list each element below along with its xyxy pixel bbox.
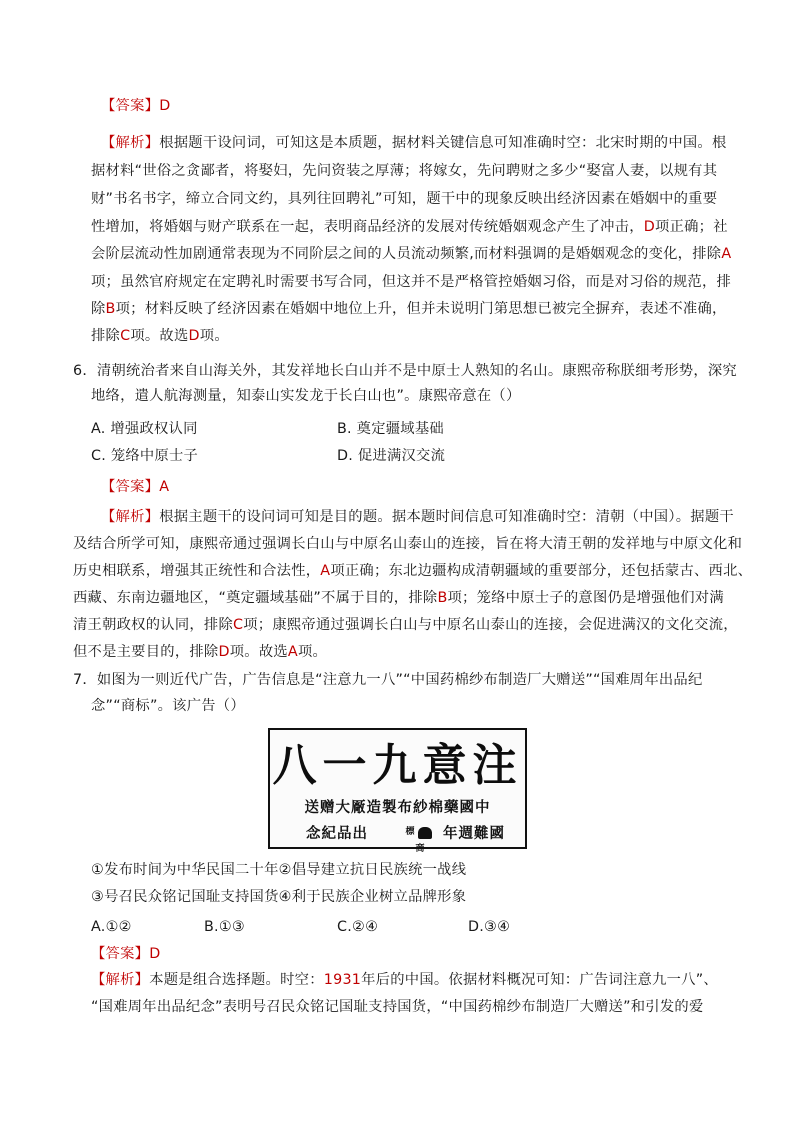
explanation-6-line-2: 及结合所学可知，康熙帝通过强调长白山与中原名山泰山的连接，旨在将大清王朝的发祥地与中原文化和	[73, 536, 743, 552]
explanation-text: 性增加，将婚姻与财产联系在一起，表明商品经济的发展对传统婚姻观念产生了冲击，	[91, 219, 644, 235]
answer-value: A	[159, 479, 170, 495]
explanation-label: 【解析】	[91, 972, 150, 988]
ad-title: 八一九意注	[272, 740, 523, 791]
option-ref: A	[320, 563, 331, 579]
ad-bottom-left: 念紀品出	[306, 825, 368, 842]
option-6a[interactable]: A. 增强政权认同	[91, 421, 198, 437]
explanation-text: 项；笼络中原士子的意图仍是增强他们对满	[447, 590, 724, 606]
option-6d[interactable]: D. 促进满汉交流	[337, 448, 446, 464]
option-ref: B	[105, 301, 116, 317]
explanation-text: 排除	[91, 328, 121, 344]
option-6b[interactable]: B. 奠定疆域基础	[337, 421, 444, 437]
question-6-line-2: 地络，遣人航海测量，知泰山实发龙于长白山也”。康熙帝意在（）	[91, 388, 521, 404]
explanation-5-line-4	[91, 217, 728, 237]
question-number: 7．	[73, 672, 97, 688]
option-7b[interactable]: B.①③	[204, 919, 245, 935]
explanation-5-line-8	[91, 326, 229, 346]
option-7c[interactable]: C.②④	[337, 919, 379, 935]
option-ref: D	[188, 328, 200, 344]
explanation-7-line-1	[91, 970, 718, 990]
option-7a[interactable]: A.①②	[91, 919, 132, 935]
explanation-7-line-2: “国难周年出品纪念”表明号召民众铭记国耻支持国货，“中国药棉纱布制造厂大赠送”和引发的爱	[91, 999, 704, 1015]
explanation-5-line-3: 财”书名书字，缔立合同文约，具列往回聘礼”可知，题干中的现象反映出经济因素在婚姻中的重要	[91, 191, 718, 207]
explanation-text: 项；材料反映了经济因素在婚姻中地位上升，但并未说明门第思想已被完全摒弃，表述不准确，	[115, 301, 727, 317]
explanation-6-line-4	[73, 588, 724, 608]
answer-5	[101, 96, 170, 116]
explanation-6-line-1	[101, 507, 734, 527]
explanation-6-line-3	[73, 561, 752, 581]
explanation-6-line-5	[73, 615, 738, 635]
explanation-text: 历史相联系，增强其正统性和合法性，	[73, 563, 321, 579]
answer-label: 【答案】	[101, 479, 160, 495]
trademark-left: 標	[405, 827, 415, 837]
explanation-5-line-7	[91, 299, 727, 319]
answer-label: 【答案】	[101, 98, 160, 114]
trademark-right: 商	[415, 844, 425, 854]
option-ref: A	[721, 246, 732, 262]
question-7-line-2: 念”“商标”。该广告（）	[91, 698, 245, 714]
explanation-5-line-1	[101, 133, 727, 153]
explanation-5-line-6: 项；虽然官府规定在定聘礼时需要书写合同，但这并不是严格管控婚姻习俗，而是对习俗的规范，排	[91, 274, 732, 290]
explanation-text: 年后的中国。依据材料概况可知：广告词注意九一八”、	[361, 972, 718, 988]
explanation-6-line-6	[73, 642, 327, 662]
explanation-text: 项。	[297, 644, 328, 660]
explanation-text: 但不是主要目的，排除	[73, 644, 219, 660]
explanation-text: 本题是组合选择题。时空：	[149, 972, 324, 988]
answer-value: D	[159, 98, 171, 114]
year-ref: 1931	[323, 972, 362, 988]
option-ref: C	[120, 328, 131, 344]
option-ref: D	[218, 644, 230, 660]
explanation-text: 清王朝政权的认同，排除	[73, 617, 234, 633]
explanation-text: 项；康熙帝通过强调长白山与中原名山泰山的连接，会促进满汉的文化交流，	[243, 617, 738, 633]
answer-6	[101, 477, 169, 497]
explanation-text: 项。故选	[229, 644, 288, 660]
explanation-text: 根据主题干的设问词可知是目的题。据本题时间信息可知准确时空：清朝（中国）。据题干	[159, 509, 734, 525]
option-ref: B	[437, 590, 448, 606]
trademark-logo	[401, 824, 439, 854]
explanation-text: 项正确；社	[655, 219, 728, 235]
question-text: 清朝统治者来自山海关外，其发祥地长白山并不是中原士人熟知的名山。康熙帝称朕细考形势，深究	[96, 363, 737, 379]
option-6c[interactable]: C. 笼络中原士子	[91, 448, 199, 464]
option-ref: D	[643, 219, 656, 235]
explanation-text: 项。	[199, 328, 229, 344]
explanation-5-line-5	[91, 244, 731, 264]
explanation-text: 项正确；东北边疆构成清朝疆域的重要部分，还包括蒙古、西北、	[330, 563, 753, 579]
question-7-line-1	[73, 670, 703, 690]
ad-subtitle: 送赠大厰造製布紗棉藥國中	[304, 799, 491, 816]
explanation-text: 项。故选	[130, 328, 189, 344]
statement-1-2: ①发布时间为中华民国二十年②倡导建立抗日民族统一战线	[91, 862, 467, 878]
ad-bottom-row	[270, 822, 525, 854]
answer-7	[91, 944, 160, 964]
explanation-text: 西藏、东南边疆地区，“奠定疆域基础”不属于目的，排除	[73, 590, 438, 606]
question-number: 6．	[73, 363, 97, 379]
explanation-label: 【解析】	[101, 509, 160, 525]
answer-value: D	[149, 946, 161, 962]
answer-label: 【答案】	[91, 946, 150, 962]
option-ref: C	[233, 617, 244, 633]
option-ref: A	[287, 644, 298, 660]
explanation-text: 除	[91, 301, 106, 317]
question-6-line-1	[73, 361, 737, 381]
advertisement-image	[268, 728, 527, 854]
heart-icon	[418, 827, 432, 839]
question-text: 如图为一则近代广告，广告信息是“注意九一八”“中国药棉纱布制造厂大赠送”“国难周年出品纪	[96, 672, 703, 688]
ad-bottom-right: 年週難國	[443, 825, 505, 842]
statement-3-4: ③号召民众铭记国耻支持国货④利于民族企业树立品牌形象	[91, 889, 467, 905]
explanation-label: 【解析】	[101, 135, 160, 151]
explanation-text: 会阶层流动性加剧通常表现为不同阶层之间的人员流动频繁,而材料强调的是婚姻观念的变化，排除	[91, 246, 722, 262]
option-7d[interactable]: D.③④	[468, 919, 511, 935]
explanation-text: 根据题干设问词，可知这是本质题，据材料关键信息可知准确时空：北宋时期的中国。根	[159, 135, 727, 151]
explanation-5-line-2: 据材料“世俗之贪鄙者，将娶妇，先问资装之厚薄；将嫁女，先问聘财之多少“娶富人妻，以规有其	[91, 163, 718, 179]
